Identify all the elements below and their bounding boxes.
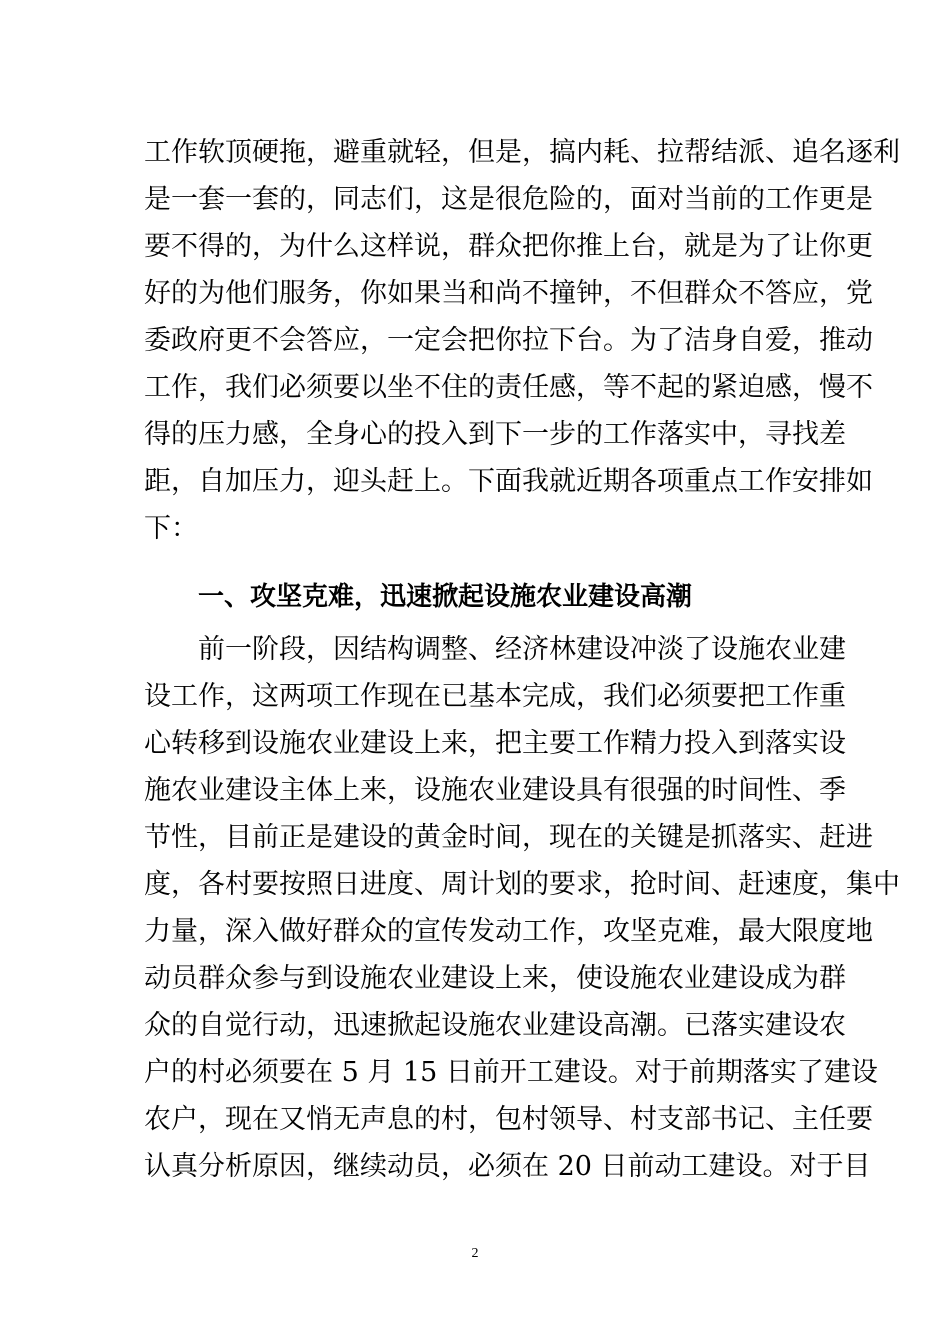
body-line: 委政府更不会答应，一定会把你拉下台。为了洁身自爱，推动 — [144, 325, 873, 356]
section-line: 施农业建设主体上来，设施农业建设具有很强的时间性、季 — [144, 775, 846, 806]
body-line: 得的压力感，全身心的投入到下一步的工作落实中，寻找差 — [144, 419, 846, 450]
page-number: 2 — [471, 1246, 479, 1261]
section-heading: 一、攻坚克难，迅速掀起设施农业建设高潮 — [198, 582, 693, 612]
body-line: 要不得的，为什么这样说，群众把你推上台，就是为了让你更 — [144, 231, 873, 262]
body-line: 距，自加压力，迎头赶上。下面我就近期各项重点工作安排如 — [144, 466, 873, 497]
body-line: 下： — [144, 513, 198, 544]
body-line: 工作软顶硬拖，避重就轻，但是，搞内耗、拉帮结派、追名逐利 — [144, 137, 900, 168]
body-line: 工作，我们必须要以坐不住的责任感，等不起的紧迫感，慢不 — [144, 372, 873, 403]
section-line: 力量，深入做好群众的宣传发动工作，攻坚克难，最大限度地 — [144, 916, 873, 947]
section-line: 设工作，这两项工作现在已基本完成，我们必须要把工作重 — [144, 681, 846, 712]
section-line: 认真分析原因，继续动员，必须在 20 日前动工建设。对于目 — [144, 1151, 871, 1182]
section-line: 节性，目前正是建设的黄金时间，现在的关键是抓落实、赶进 — [144, 822, 873, 853]
section-line: 心转移到设施农业建设上来，把主要工作精力投入到落实设 — [144, 728, 846, 759]
section-line: 众的自觉行动，迅速掀起设施农业建设高潮。已落实建设农 — [144, 1010, 846, 1041]
section-line: 度，各村要按照日进度、周计划的要求，抢时间、赶速度，集中 — [144, 869, 900, 900]
section-line: 前一阶段，因结构调整、经济林建设冲淡了设施农业建 — [198, 634, 846, 665]
section-line: 动员群众参与到设施农业建设上来，使设施农业建设成为群 — [144, 963, 846, 994]
section-line: 户的村必须要在 5 月 15 日前开工建设。对于前期落实了建设 — [144, 1057, 878, 1088]
body-line: 好的为他们服务，你如果当和尚不撞钟，不但群众不答应，党 — [144, 278, 873, 309]
body-line: 是一套一套的，同志们，这是很危险的，面对当前的工作更是 — [144, 184, 873, 215]
section-line: 农户，现在又悄无声息的村，包村领导、村支部书记、主任要 — [144, 1104, 873, 1135]
